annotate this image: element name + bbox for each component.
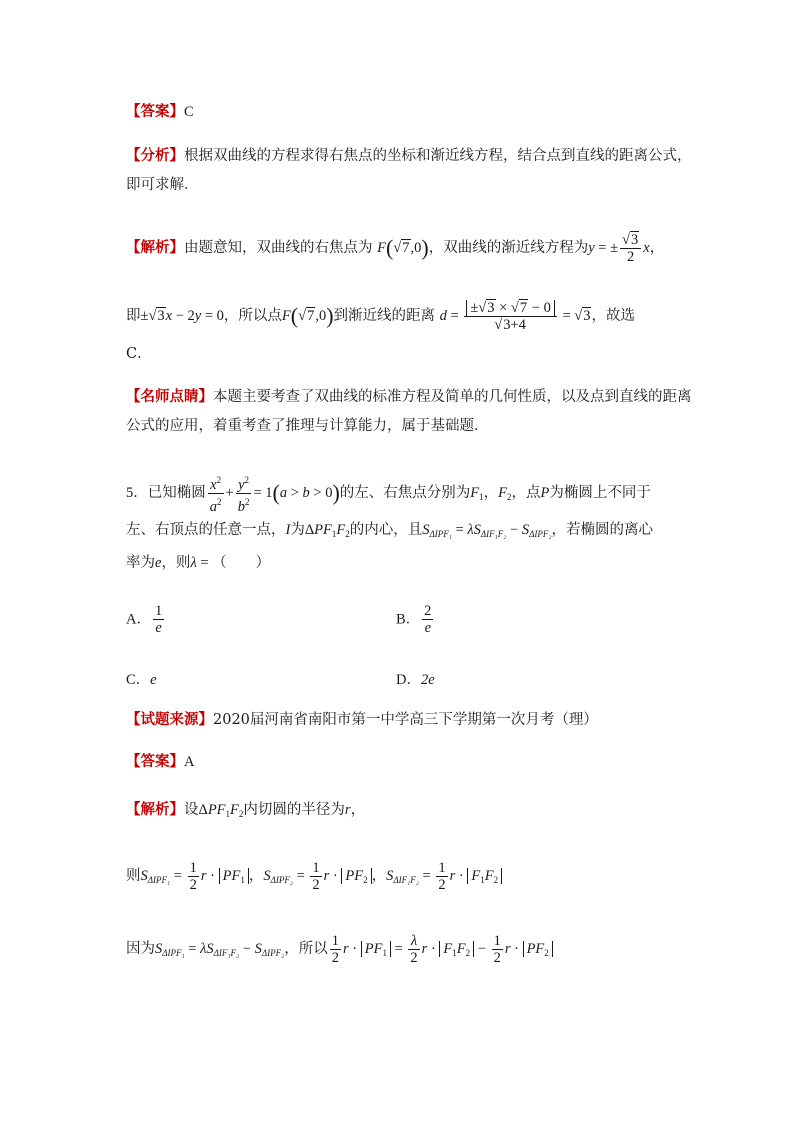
option-value: $\frac{1}{e}$ bbox=[154, 603, 163, 636]
solution-text: 内切圆的半径为 bbox=[243, 802, 345, 818]
answer-value: C bbox=[184, 104, 194, 120]
source-tag: 【试题来源】 bbox=[126, 712, 213, 728]
solution-text: 由题意知，双曲线的右焦点为 bbox=[184, 239, 373, 256]
option-c[interactable] bbox=[126, 668, 157, 689]
stem-text: 的内心，且 bbox=[349, 522, 423, 538]
area-formula-2: $S_{\Delta IPF_2}$ = $\frac{1}{2}$ $r \cdot PF_2$ bbox=[263, 868, 371, 884]
stem-text: 率为 bbox=[126, 555, 155, 571]
distance-formula: d = $\frac{\pm√3 \times √7 - 0}{√3+4}$ = √3 bbox=[439, 300, 591, 333]
option-b[interactable] bbox=[396, 603, 435, 636]
option-label: D． bbox=[396, 672, 421, 688]
q5-source-line bbox=[126, 710, 598, 730]
solution-text: 到渐近线的距离 bbox=[333, 307, 436, 324]
solution-tag: 【解析】 bbox=[126, 802, 184, 818]
focus-point-formula: F(√7,0) bbox=[281, 302, 334, 328]
stem-text: ，则 bbox=[161, 555, 191, 571]
solution-text: ，双曲线的渐近线方程为 bbox=[428, 239, 589, 256]
solution-text: ，所以 bbox=[284, 940, 328, 957]
solution-text: 则 bbox=[126, 867, 141, 884]
separator: ， bbox=[371, 867, 387, 884]
option-value: $\frac{2}{e}$ bbox=[424, 603, 432, 636]
question-number: 5． bbox=[126, 484, 148, 501]
stem-text: 左、右顶点的任意一点， bbox=[126, 522, 286, 538]
q5-solution-line-3 bbox=[126, 933, 553, 966]
solution-text: 即 bbox=[126, 307, 141, 324]
option-a[interactable] bbox=[126, 603, 166, 636]
q5-stem-line-3: 率为e，则λ = （ ） bbox=[126, 555, 271, 571]
area-relation-formula: $S_{\Delta IPF_1} = \lambda S_{\Delta IF_1F_2} - S_{\Delta IPF_2}$ bbox=[422, 522, 552, 539]
source-text: 2020届河南省南阳市第一中学高三下学期第一次月考（理） bbox=[213, 712, 598, 728]
stem-text: ，若椭圆的离心 bbox=[551, 522, 654, 538]
option-label: A． bbox=[126, 611, 151, 628]
q5-stem-line-1: 5．已知椭圆 $\frac{x^2}{a^2}$ + $\frac{y^2}{b^2}$ = 1(a > b > 0)的左、右焦点分别为$F_1$，$F_2$，点P为椭圆上不同于 bbox=[126, 472, 651, 515]
q5-solution-line-1: 【解析】设$\Delta PF_1F_2$内切圆的半径为r， bbox=[126, 802, 366, 819]
comment-text: 本题主要考查了双曲线的标准方程及简单的几何性质，以及点到直线的距离 bbox=[213, 389, 692, 405]
answer-tag: 【答案】 bbox=[126, 104, 184, 120]
q5-solution-line-2 bbox=[126, 860, 502, 893]
option-label: B． bbox=[396, 611, 421, 628]
solution-text: C． bbox=[126, 346, 152, 362]
stem-text: 为 bbox=[290, 522, 305, 538]
asymptote-formula: y = ± $\frac{√3}{2}$ x bbox=[588, 232, 650, 265]
option-value: 2e bbox=[420, 672, 435, 688]
answer-value: A bbox=[184, 754, 195, 770]
q5-answer-line bbox=[126, 752, 194, 772]
q4-solution-line-1: 【解析】由题意知，双曲线的右焦点为 F(√7,0)，双曲线的渐近线方程为y = ± $\frac{√3}{2}$ x， bbox=[126, 232, 665, 265]
stem-text: （ ） bbox=[212, 555, 271, 571]
solution-tag: 【解析】 bbox=[126, 239, 184, 256]
area-formula-1: $S_{\Delta IPF_1}$ = $\frac{1}{2}$ $r \cdot PF_1$ bbox=[141, 868, 249, 884]
analysis-tag: 【分析】 bbox=[126, 148, 184, 164]
substituted-formula: $\frac{1}{2}$ $r \cdot PF_1$ = $\frac{\lambda}{2}$ $r \cdot F_1F_2$ − $\frac{1}{2}$ $r \cdot PF_2$ bbox=[328, 941, 553, 957]
answer-tag: 【答案】 bbox=[126, 754, 184, 770]
q4-analysis-line-1 bbox=[126, 146, 692, 166]
area-relation-formula: $S_{\Delta IPF_1} = \lambda S_{\Delta IF_1F_2} - S_{\Delta IPF_2}$ bbox=[155, 940, 285, 958]
stem-text: 为椭圆上不同于 bbox=[549, 484, 651, 501]
option-d[interactable] bbox=[396, 668, 435, 689]
q4-answer-line bbox=[126, 102, 194, 122]
comment-tag: 【名师点睛】 bbox=[126, 389, 213, 405]
solution-text: ，故选 bbox=[591, 307, 635, 324]
line-equation: ±√3x − 2y = 0 bbox=[140, 307, 224, 324]
stem-text: ，点 bbox=[511, 484, 541, 501]
solution-text: ，所以点 bbox=[223, 307, 282, 324]
analysis-text-2: 即可求解． bbox=[126, 177, 199, 193]
solution-text: 因为 bbox=[126, 940, 155, 957]
analysis-text-1: 根据双曲线的方程求得右焦点的坐标和渐近线方程，结合点到直线的距离公式， bbox=[184, 148, 692, 164]
q4-comment-line-1 bbox=[126, 387, 692, 407]
triangle-formula: $\Delta PF_1F_2$ bbox=[304, 522, 350, 539]
q4-solution-line-3 bbox=[126, 344, 152, 364]
option-value: e bbox=[150, 672, 157, 688]
separator: ， bbox=[248, 867, 264, 884]
stem-text: 的左、右焦点分别为 bbox=[339, 484, 471, 501]
q5-stem-line-2: 左、右顶点的任意一点，I为$\Delta PF_1F_2$的内心，且$S_{\Delta IPF_1} = \lambda S_{\Delta IF_1F_2} - S_{\Delta IPF_2}$，若椭圆的离心 bbox=[126, 522, 654, 539]
stem-text: 已知椭圆 bbox=[147, 484, 206, 501]
focus-point-formula: F(√7,0) bbox=[377, 234, 429, 260]
q4-solution-line-2 bbox=[126, 300, 635, 333]
solution-text: 设 bbox=[184, 802, 199, 818]
option-label: C． bbox=[126, 672, 151, 688]
area-formula-3: $S_{\Delta IF_1F_2}$ = $\frac{1}{2}$ $r \cdot F_1F_2$ bbox=[386, 868, 502, 884]
comment-text: 公式的应用，着重考查了推理与计算能力，属于基础题． bbox=[126, 418, 489, 434]
ellipse-equation: $\frac{x^2}{a^2}$ + $\frac{y^2}{b^2}$ = 1(a > b > 0) bbox=[206, 485, 340, 501]
q4-comment-line-2 bbox=[126, 416, 489, 436]
q4-analysis-line-2 bbox=[126, 175, 199, 195]
